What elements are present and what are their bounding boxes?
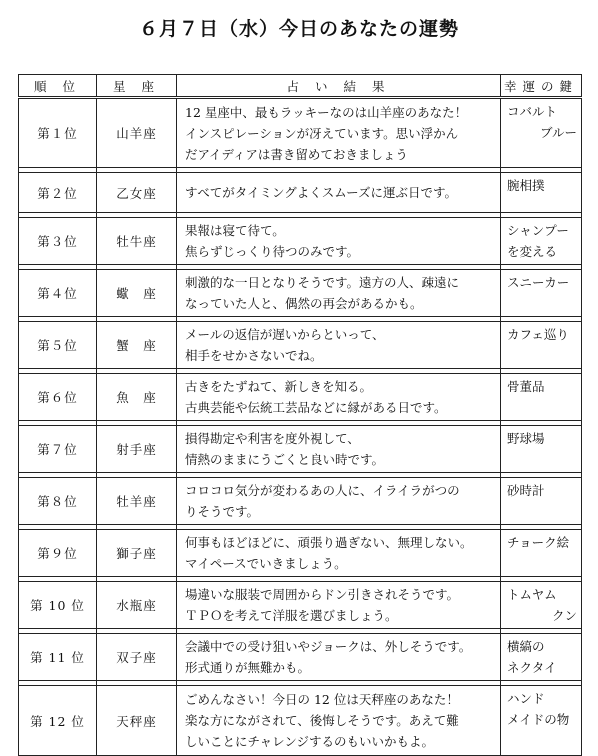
lucky-key-cell xyxy=(501,218,582,265)
lucky-key-line: 砂時計 xyxy=(507,483,545,498)
header-sign: 星 座 xyxy=(97,75,177,98)
lucky-key-line: 野球場 xyxy=(507,431,545,446)
zodiac-sign-cell: 牡牛座 xyxy=(97,218,177,265)
rank-cell: 第３位 xyxy=(19,218,97,265)
fortune-result-cell: コロコロ気分が変わるあの人に、イライラがつの りそうです。 xyxy=(177,478,501,525)
table-row xyxy=(19,322,582,369)
fortune-result-cell: 刺激的な一日となりそうです。遠方の人、疎遠に なっていた人と、偶然の再会があるかも。 xyxy=(177,270,501,317)
fortune-result-cell: 何事もほどほどに、頑張り過ぎない、無理しない。 マイペースでいきましょう。 xyxy=(177,530,501,577)
rank-cell: 第８位 xyxy=(19,478,97,525)
page-title: ６月７日（水）今日のあなたの運勢 xyxy=(138,18,459,40)
lucky-key-line: カフェ巡り xyxy=(507,327,569,342)
lucky-key-cell xyxy=(501,634,582,681)
rank-cell: 第４位 xyxy=(19,270,97,317)
lucky-key-cell xyxy=(501,478,582,525)
lucky-key-line: コバルト xyxy=(507,104,558,119)
table-row xyxy=(19,530,582,577)
fortune-result-cell: 12 星座中、最もラッキーなのは山羊座のあなた！ インスピレーションが冴えています。思い浮かん だアイディアは書き留めておきましょう xyxy=(177,98,501,168)
lucky-key-line: スニーカー xyxy=(507,275,570,290)
lucky-key-cell xyxy=(501,582,582,629)
fortune-table xyxy=(18,74,582,756)
table-row xyxy=(19,478,582,525)
lucky-key-line: チョーク絵 xyxy=(507,535,570,550)
lucky-key-cell xyxy=(501,322,582,369)
lucky-key-cell xyxy=(501,173,582,213)
lucky-key-line: 腕相撲 xyxy=(507,178,545,193)
zodiac-sign-cell: 蠍 座 xyxy=(97,270,177,317)
zodiac-sign-cell: 乙女座 xyxy=(97,173,177,213)
zodiac-sign-cell: 双子座 xyxy=(97,634,177,681)
header-lucky: 幸運の鍵 xyxy=(501,75,582,98)
zodiac-sign-cell: 獅子座 xyxy=(97,530,177,577)
table-row xyxy=(19,98,582,168)
lucky-key-cell xyxy=(501,686,582,756)
fortune-result-cell: 会議中での受け狙いやジョークは、外しそうです。 形式通りが無難かも。 xyxy=(177,634,501,681)
zodiac-sign-cell: 魚 座 xyxy=(97,374,177,421)
fortune-result-cell: 損得勘定や利害を度外視して、 情熱のままにうごくと良い時です。 xyxy=(177,426,501,473)
rank-cell: 第 11 位 xyxy=(19,634,97,681)
rank-cell: 第 12 位 xyxy=(19,686,97,756)
header-result: 占 い 結 果 xyxy=(177,75,501,98)
lucky-key-cell xyxy=(501,530,582,577)
table-row xyxy=(19,374,582,421)
lucky-key-line: 横縞の ネクタイ xyxy=(507,639,557,675)
table-row xyxy=(19,426,582,473)
rank-cell: 第７位 xyxy=(19,426,97,473)
zodiac-sign-cell: 射手座 xyxy=(97,426,177,473)
fortune-result-cell: 果報は寝て待て。 焦らずじっくり待つのみです。 xyxy=(177,218,501,265)
lucky-key-line-continued: クン xyxy=(551,608,577,623)
header-rank: 順 位 xyxy=(19,75,97,98)
lucky-key-cell xyxy=(501,426,582,473)
table-row xyxy=(19,270,582,317)
rank-cell: 第９位 xyxy=(19,530,97,577)
fortune-table-body xyxy=(19,98,582,756)
table-row xyxy=(19,686,582,756)
fortune-result-cell: ごめんなさい！今日の 12 位は天秤座のあなた！ 楽な方にながされて、後悔しそうです。あえて難 しいことにチャレンジするのもいいかもよ。 xyxy=(177,686,501,756)
lucky-key-line: トムヤム xyxy=(507,587,557,602)
fortune-result-cell: すべてがタイミングよくスムーズに運ぶ日です。 xyxy=(177,173,501,213)
table-header-row xyxy=(19,75,582,98)
rank-cell: 第６位 xyxy=(19,374,97,421)
table-row xyxy=(19,582,582,629)
lucky-key-line: 骨董品 xyxy=(507,379,545,394)
lucky-key-line-continued: ブルー xyxy=(539,125,577,140)
zodiac-sign-cell: 水瓶座 xyxy=(97,582,177,629)
rank-cell: 第５位 xyxy=(19,322,97,369)
lucky-key-cell xyxy=(501,270,582,317)
lucky-key-cell xyxy=(501,98,582,168)
table-row xyxy=(19,218,582,265)
rank-cell: 第１位 xyxy=(19,98,97,168)
table-row xyxy=(19,634,582,681)
lucky-key-line: シャンプー を変える xyxy=(507,223,569,259)
table-row xyxy=(19,173,582,213)
rank-cell: 第２位 xyxy=(19,173,97,213)
lucky-key-cell xyxy=(501,374,582,421)
zodiac-sign-cell: 山羊座 xyxy=(97,98,177,168)
fortune-result-cell: メールの返信が遅いからといって、 相手をせかさないでね。 xyxy=(177,322,501,369)
fortune-result-cell: 場違いな服装で周囲からドン引きされそうです。 ＴＰＯを考えて洋服を選びましょう。 xyxy=(177,582,501,629)
rank-cell: 第 10 位 xyxy=(19,582,97,629)
fortune-result-cell: 古きをたずねて、新しきを知る。 古典芸能や伝統工芸品などに縁がある日です。 xyxy=(177,374,501,421)
zodiac-sign-cell: 天秤座 xyxy=(97,686,177,756)
zodiac-sign-cell: 牡羊座 xyxy=(97,478,177,525)
lucky-key-line: ハンド メイドの物 xyxy=(507,691,570,727)
zodiac-sign-cell: 蟹 座 xyxy=(97,322,177,369)
